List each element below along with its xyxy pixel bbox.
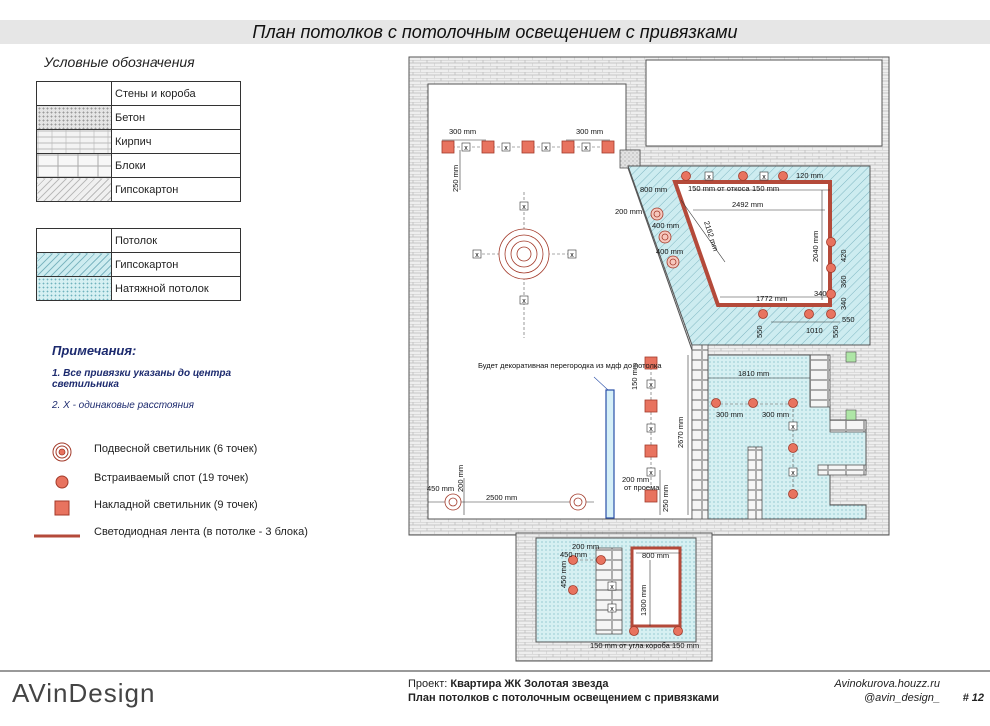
dim-label: 550	[842, 315, 855, 324]
x-marker	[582, 143, 590, 152]
legend-label: Стены и короба	[112, 82, 241, 106]
spot-light-icon	[674, 627, 683, 636]
dim-label: 400 mm	[652, 221, 680, 230]
x-marker	[520, 202, 528, 211]
surface-light-icon	[562, 141, 574, 153]
legend-label: Блоки	[112, 154, 241, 178]
x-marker	[502, 143, 510, 152]
dim-label: 1010	[806, 326, 823, 335]
pendant-light-icon	[651, 208, 663, 220]
x-marker	[789, 422, 797, 431]
svg-text:x: x	[610, 584, 614, 591]
decorative-partition	[606, 390, 614, 518]
svg-text:x: x	[649, 382, 653, 389]
spot-light-icon	[789, 490, 798, 499]
dim-label: 2492 mm	[732, 200, 764, 209]
surface-light-icon	[482, 141, 494, 153]
dim-label: 550	[755, 325, 764, 338]
legend-label: Гипсокартон	[112, 178, 241, 202]
dim-label: 150 mm	[630, 362, 639, 390]
footer-divider	[0, 670, 990, 672]
x-marker	[568, 250, 576, 259]
dim-label: 800 mm	[642, 551, 670, 560]
x-marker	[462, 143, 470, 152]
svg-text:x: x	[762, 174, 766, 181]
page-title: План потолков с потолочным освещением с привязками	[252, 22, 738, 42]
dim-label: 340	[814, 289, 827, 298]
svg-text:x: x	[791, 424, 795, 431]
dim-label: 450 mm	[559, 560, 568, 588]
svg-text:x: x	[570, 252, 574, 259]
spot-light-icon	[682, 172, 691, 181]
svg-text:x: x	[475, 252, 479, 259]
x-marker	[520, 296, 528, 305]
spot-light-icon	[789, 399, 798, 408]
partition-note: Будет декоративная перегородка из мдф до потолка	[478, 361, 662, 370]
svg-text:x: x	[522, 204, 526, 211]
page-number: # 12	[962, 692, 984, 704]
svg-text:x: x	[649, 470, 653, 477]
surface-label: Накладной светильник (9 точек)	[94, 499, 258, 511]
dim-label: 1810 mm	[738, 369, 770, 378]
dim-label: 150 mm	[672, 641, 700, 650]
dim-label: 1772 mm	[756, 294, 788, 303]
dim-label: 450 mm	[427, 484, 455, 493]
x-marker	[608, 604, 616, 613]
dim-label: 250 mm	[661, 484, 670, 512]
site-link[interactable]: Avinokurova.houzz.ru	[834, 678, 940, 690]
spot-light-icon	[712, 399, 721, 408]
dim-label: 200 mm	[615, 207, 643, 216]
spot-light-icon	[759, 310, 768, 319]
notes-heading: Примечания:	[52, 343, 137, 358]
spot-light-icon	[827, 264, 836, 273]
footer-subtitle: План потолков с потолочным освещением с привязками	[408, 692, 719, 704]
legend-heading: Условные обозначения	[44, 54, 195, 70]
surface-light-icon	[645, 445, 657, 457]
social-handle: @avin_design_	[864, 692, 940, 704]
dim-label: 1300 mm	[639, 584, 648, 616]
svg-text:x: x	[610, 606, 614, 613]
pendant-light-icon	[570, 494, 586, 510]
spot-light-icon	[630, 627, 639, 636]
dim-label: 450 mm	[560, 550, 588, 559]
dim-label: 2040 mm	[811, 230, 820, 262]
dim-label: 420	[839, 249, 848, 262]
dim-label: 150 mm	[752, 184, 780, 193]
pendant-light-icon	[659, 231, 671, 243]
dim-label: 200 mm	[622, 475, 650, 484]
pendant-light-icon	[445, 494, 461, 510]
dim-label: 150 mm от откоса	[688, 184, 750, 193]
spot-light-icon	[749, 399, 758, 408]
dim-label: 300 mm	[716, 410, 744, 419]
spot-light-icon	[827, 310, 836, 319]
dim-label: 400 mm	[656, 247, 684, 256]
dim-label: 2162 mm	[702, 219, 721, 253]
dim-label: 340	[839, 297, 848, 310]
legend-label: Гипсокартон	[112, 253, 241, 277]
block-column	[692, 345, 708, 519]
svg-text:x: x	[522, 298, 526, 305]
pendant-light-icon	[499, 229, 549, 279]
surface-light-icon	[645, 400, 657, 412]
dim-label: 200 mm	[456, 464, 465, 492]
spot-light-icon	[779, 172, 788, 181]
legend-label: Натяжной потолок	[112, 277, 241, 301]
x-marker	[608, 582, 616, 591]
dim-label: 200 mm	[572, 542, 600, 551]
spot-light-icon	[597, 556, 606, 565]
dim-label: 150 mm от угла короба	[590, 641, 670, 650]
x-marker	[473, 250, 481, 259]
spot-light-icon	[827, 290, 836, 299]
pendant-light-icon	[667, 256, 679, 268]
spot-light-icon	[827, 238, 836, 247]
project-line	[408, 678, 609, 690]
dim-label: 300 mm	[762, 410, 790, 419]
svg-text:x: x	[707, 174, 711, 181]
x-marker	[647, 380, 655, 389]
pendant-label: Подвесной светильник (6 точек)	[94, 443, 258, 455]
dim-label: 550	[831, 325, 840, 338]
x-marker	[647, 424, 655, 433]
surface-light-icon	[442, 141, 454, 153]
balcony	[646, 60, 882, 146]
dim-label: от проема	[624, 483, 660, 492]
led-label: Светодиодная лента (в потолке - 3 блока)	[94, 526, 308, 538]
svg-text:x: x	[504, 145, 508, 152]
svg-text:x: x	[464, 145, 468, 152]
svg-text:x: x	[584, 145, 588, 152]
legend-label: Бетон	[112, 106, 241, 130]
spot-light-icon	[805, 310, 814, 319]
spot-label: Встраиваемый спот (19 точек)	[94, 472, 249, 484]
dim-label: 300 mm	[449, 127, 477, 136]
dim-label: 2500 mm	[486, 493, 518, 502]
dim-label: 250 mm	[451, 164, 460, 192]
dim-label: 300 mm	[576, 127, 604, 136]
svg-text:x: x	[544, 145, 548, 152]
x-marker	[789, 468, 797, 477]
note-1: 1. Все привязки указаны до центра светильника	[52, 368, 232, 390]
legend-label: Кирпич	[112, 130, 241, 154]
project-label: Проект:	[408, 678, 451, 690]
x-marker	[542, 143, 550, 152]
dim-label: 360	[839, 275, 848, 288]
dim-label: 2670 mm	[676, 416, 685, 448]
x-marker	[705, 172, 713, 181]
svg-text:x: x	[649, 426, 653, 433]
legend-label: Потолок	[112, 229, 241, 253]
dim-label: 120 mm	[796, 171, 824, 180]
x-marker	[760, 172, 768, 181]
svg-text:x: x	[791, 470, 795, 477]
surface-light-icon	[602, 141, 614, 153]
spot-light-icon	[739, 172, 748, 181]
project-name: Квартира ЖК Золотая звезда	[450, 678, 609, 690]
surface-light-icon	[522, 141, 534, 153]
note-2: 2. Х - одинаковые расстояния	[52, 400, 195, 411]
spot-light-icon	[569, 586, 578, 595]
spot-light-icon	[789, 444, 798, 453]
dim-label: 800 mm	[640, 185, 668, 194]
brand-logo: AVinDesign	[12, 678, 156, 708]
